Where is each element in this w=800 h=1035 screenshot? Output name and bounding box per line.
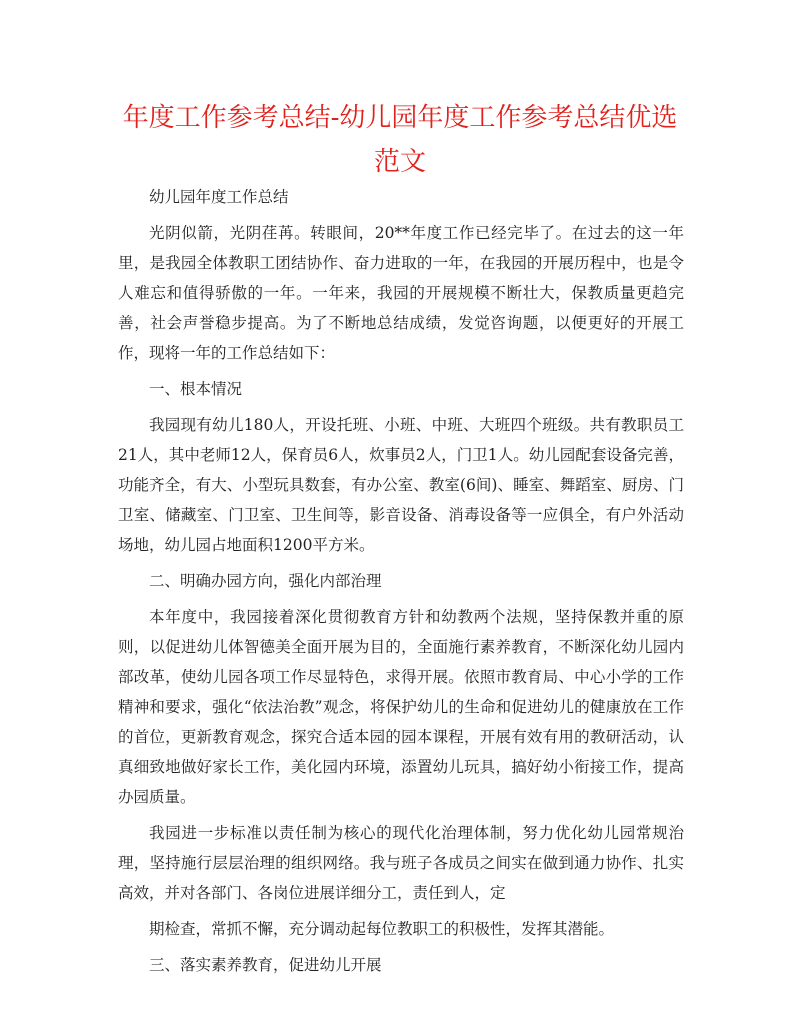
management-paragraph-2: 我园进一步标准以责任制为核心的现代化治理体制，努力优化幼儿园常规治理，坚持施行层层治理的组织网络。我与班子各成员之间实在做到通力协作、扎实高效，并对各部门、各岗位进展详细分工，责任到人，定 [118,824,684,902]
intro-paragraph: 光阴似箭，光阴荏苒。转眼间，20**年度工作已经完毕了。在过去的这一年里，是我园全体教职工团结协作、奋力进取的一年，在我园的开展历程中，也是令人难忘和值得骄傲的一年。一年来，我园的开展规模不断壮大，保教质量更趋完善，社会声誉稳步提高。为了不断地总结成绩，发觉咨询题，以便更好的开展工作，现将一年的工作总结如下： [118,224,684,362]
section-heading-management: 二、明确办园方向，强化内部治理 [149,572,382,590]
section-heading-basic-situation: 一、根本情况 [149,380,243,398]
section-heading-quality-education: 三、落实素养教育，促进幼儿开展 [149,956,382,974]
subtitle-paragraph: 幼儿园年度工作总结 [149,188,289,206]
management-paragraph-1: 本年度中，我园接着深化贯彻教育方针和幼教两个法规，坚持保教并重的原则，以促进幼儿体智德美全面开展为目的，全面施行素养教育，不断深化幼儿园内部改革，使幼儿园各项工作尽显特色，求得开展。依照市教育局、中心小学的工作精神和要求，强化“依法治教”观念，将保护幼儿的生命和促进幼儿的健康放在工作的首位，更新教育观念，探究合适本园的园本课程，开展有效有用的教研活动，认真细致地做好家长工作，美化园内环境，添置幼儿玩具，搞好幼小衔接工作，提高办园质量。 [118,608,684,806]
document-body [118,182,684,986]
document-title: 年度工作参考总结-幼儿园年度工作参考总结优选范文 [122,103,678,177]
basic-situation-paragraph: 我园现有幼儿180人，开设托班、小班、中班、大班四个班级。共有教职员工21人，其中老师12人，保育员6人，炊事员2人，门卫1人。幼儿园配套设备完善，功能齐全，有大、小型玩具数套，有办公室、教室(6间)、睡室、舞蹈室、厨房、门卫室、储藏室、门卫室、卫生间等，影音设备、消毒设备等一应俱全，有户外活动场地，幼儿园占地面积1200平方米。 [118,416,684,554]
management-paragraph-3: 期检查，常抓不懈，充分调动起每位教职工的积极性，发挥其潜能。 [149,920,615,938]
